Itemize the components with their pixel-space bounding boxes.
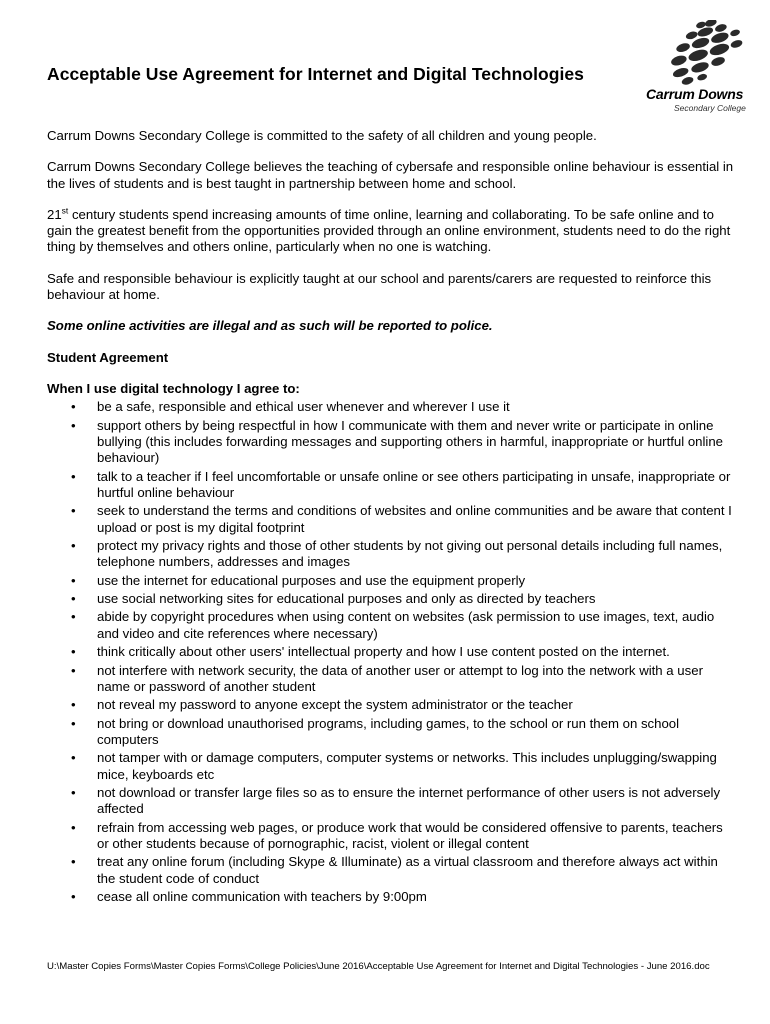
list-item: • not interfere with network security, the data of another user or attempt to log into the network with a user name or password of another student xyxy=(47,663,737,696)
footer-file-path: U:\Master Copies Forms\Master Copies Forms\College Policies\June 2016\Acceptable Use Agreement for Internet and Digital Technologies - June 2016.doc xyxy=(47,961,710,972)
list-item: • not reveal my password to anyone except the system administrator or the teacher xyxy=(47,697,737,713)
century-superscript: st xyxy=(61,205,69,216)
list-item: • think critically about other users' intellectual property and how I use content posted on the internet. xyxy=(47,644,737,660)
intro-paragraph-2: Carrum Downs Secondary College believes the teaching of cybersafe and responsible online behaviour is essential in the lives of students and is best taught in partnership between home and school. xyxy=(47,159,734,191)
logo-mark-icon xyxy=(636,20,751,90)
list-item: • seek to understand the terms and conditions of websites and online communities and be aware that content I upload or post is my digital footprint xyxy=(47,503,737,536)
century-number: 21 xyxy=(47,206,62,222)
century-text: century students spend increasing amounts of time online, learning and collaborating. To be safe online and to gain the greatest benefit from the opportunities provided through an online environment, students need to do the right thing by themselves and others online, particularly when no one is watching. xyxy=(47,206,731,255)
list-item: • be a safe, responsible and ethical user whenever and wherever I use it xyxy=(47,399,737,415)
police-warning: Some online activities are illegal and as such will be reported to police. xyxy=(47,318,493,334)
logo-name: Carrum Downs xyxy=(646,86,744,102)
list-item: • support others by being respectful in how I communicate with them and never write or participate in online bullying (this includes forwarding messages and supporting others in harmful, inappropriate or hurtful online behaviour) xyxy=(47,418,737,467)
list-item: • refrain from accessing web pages, or produce work that would be considered offensive to parents, teachers or other students because of pornographic, racist, violent or illegal content xyxy=(47,820,737,853)
document-title: Acceptable Use Agreement for Internet and Digital Technologies xyxy=(47,64,584,84)
list-item: • not download or transfer large files so as to ensure the internet performance of other users is not adversely affected xyxy=(47,785,737,818)
list-item: • talk to a teacher if I feel uncomfortable or unsafe online or see others participating in unsafe, inappropriate or hurtful online behaviour xyxy=(47,469,737,502)
list-item: • use the internet for educational purposes and use the equipment properly xyxy=(47,573,737,589)
list-item: • abide by copyright procedures when using content on websites (ask permission to use images, text, audio and video and cite references where necessary) xyxy=(47,609,737,642)
logo-subtitle: Secondary College xyxy=(674,103,746,113)
intro-paragraph-1: Carrum Downs Secondary College is committed to the safety of all children and young people. xyxy=(47,128,597,143)
intro-paragraph-3 xyxy=(47,207,737,256)
list-item: • treat any online forum (including Skype & Illuminate) as a virtual classroom and therefore always act within the student code of conduct xyxy=(47,854,737,887)
list-item: • not tamper with or damage computers, computer systems or networks. This includes unplugging/swapping mice, keyboards etc xyxy=(47,750,737,783)
document-body xyxy=(47,128,737,907)
list-lead: When I use digital technology I agree to: xyxy=(47,380,300,396)
list-item: • protect my privacy rights and those of other students by not giving out personal details including full names, telephone numbers, addresses and images xyxy=(47,538,737,571)
agreement-list xyxy=(47,399,737,905)
intro-paragraph-4: Safe and responsible behaviour is explicitly taught at our school and parents/carers are requested to reinforce this behaviour at home. xyxy=(47,270,712,303)
section-heading: Student Agreement xyxy=(47,349,169,365)
school-logo xyxy=(636,20,751,120)
list-item: • cease all online communication with teachers by 9:00pm xyxy=(47,889,737,905)
list-item: • use social networking sites for educational purposes and only as directed by teachers xyxy=(47,591,737,607)
list-item: • not bring or download unauthorised programs, including games, to the school or run them on school computers xyxy=(47,716,737,749)
